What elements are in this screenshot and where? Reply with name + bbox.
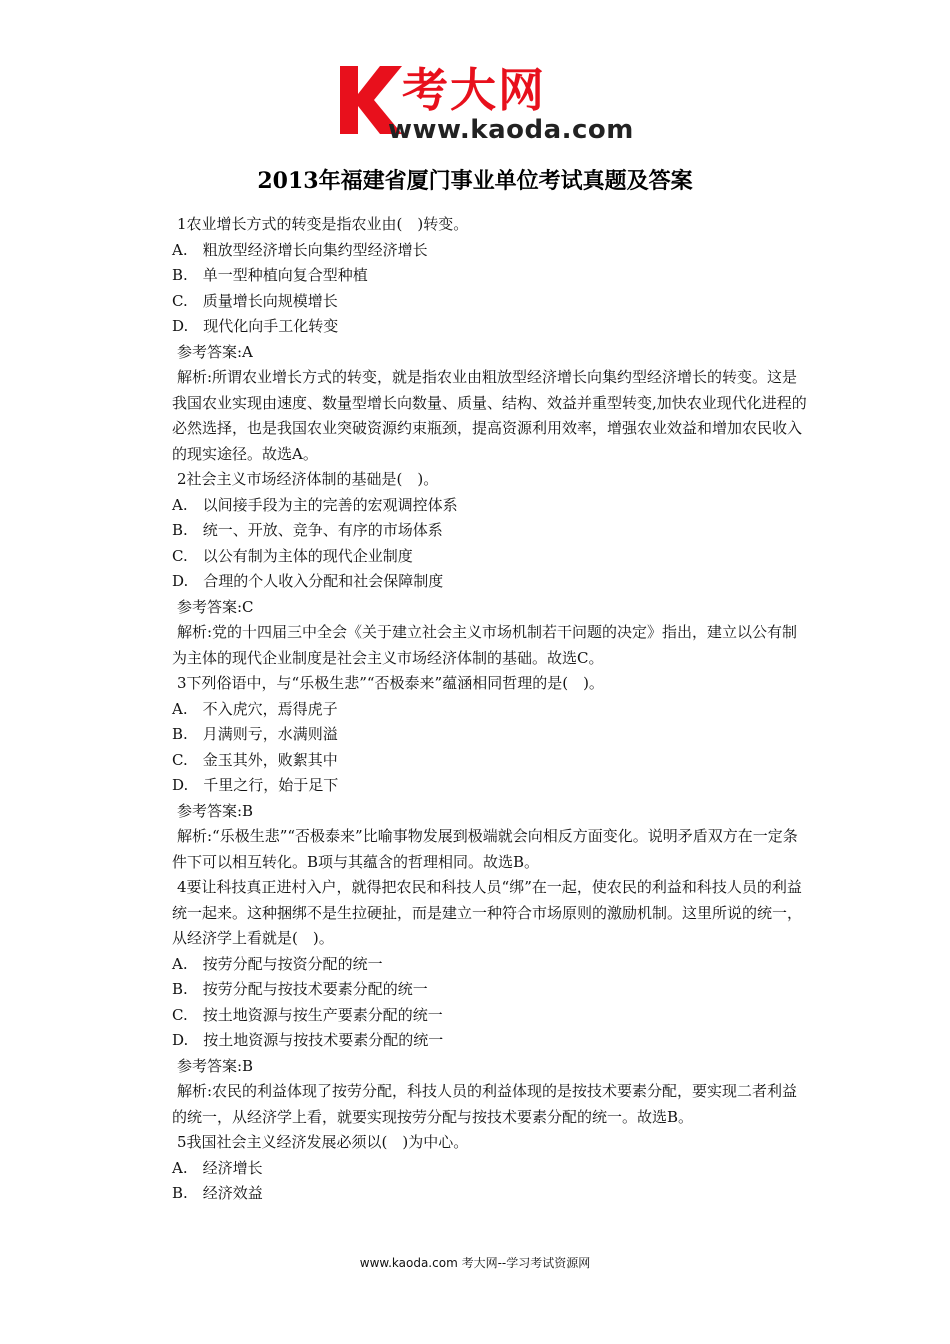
question-option: B. 按劳分配与按技术要素分配的统一 [172, 980, 428, 998]
question-option: D. 合理的个人收入分配和社会保障制度 [172, 572, 444, 590]
question-option: B. 单一型种植向复合型种植 [172, 266, 368, 284]
question-option: D. 千里之行，始于足下 [172, 776, 339, 794]
question-stem: 1农业增长方式的转变是指农业由( )转变。 [177, 215, 469, 233]
reference-answer: 参考答案:B [177, 1056, 254, 1075]
answer-explanation: 解析:农民的利益体现了按劳分配，科技人员的利益体现的是按技术要素分配，要实现二者利益的统一，从经济学上看，就要实现按劳分配与按技术要素分配的统一。故选B。 [172, 1082, 798, 1126]
question-option: B. 统一、开放、竞争、有序的市场体系 [172, 521, 443, 539]
question-option: C. 金玉其外，败絮其中 [172, 750, 338, 769]
question-option: A. 不入虎穴，焉得虎子 [172, 699, 338, 718]
logo-brand-name: 考大网 [402, 63, 546, 117]
logo-url: www.kaoda.com [388, 115, 634, 145]
document-body [172, 212, 812, 1207]
reference-answer: 参考答案:C [177, 597, 254, 616]
page-footer: www.kaoda.com 考大网--学习考试资源网 [359, 1256, 591, 1270]
question-option: A. 粗放型经济增长向集约型经济增长 [172, 240, 428, 259]
kaoda-logo [336, 62, 656, 144]
question-stem: 3下列俗语中，与“乐极生悲”“否极泰来”蕴涵相同哲理的是( )。 [177, 674, 604, 692]
answer-explanation: 解析:党的十四届三中全会《关于建立社会主义市场机制若干问题的决定》指出，建立以公有制为主体的现代企业制度是社会主义市场经济体制的基础。故选C。 [172, 623, 798, 667]
reference-answer: 参考答案:A [177, 342, 253, 361]
question-option: C. 按土地资源与按生产要素分配的统一 [172, 1005, 443, 1024]
question-option: A. 按劳分配与按资分配的统一 [172, 954, 383, 973]
question-option: D. 现代化向手工化转变 [172, 317, 339, 335]
question-stem: 4要让科技真正进村入户，就得把农民和科技人员“绑”在一起，使农民的利益和科技人员的利益统一起来。这种捆绑不是生拉硬扯，而是建立一种符合市场原则的激励机制。这里所说的统一，从经济学上看就是( )。 [172, 878, 803, 947]
page-title: 2013年福建省厦门事业单位考试真题及答案 [257, 168, 693, 194]
question-option: C. 质量增长向规模增长 [172, 291, 338, 310]
answer-explanation: 解析:所谓农业增长方式的转变，就是指农业由粗放型经济增长向集约型经济增长的转变。这是我国农业实现由速度、数量型增长向数量、质量、结构、效益并重型转变,加快农业现代化进程的必然选择，也是我国农业突破资源约束瓶颈，提高资源利用效率，增强农业效益和增加农民收入的现实途径。故选A。 [172, 368, 807, 463]
question-option: A. 以间接手段为主的完善的宏观调控体系 [172, 495, 458, 514]
question-option: A. 经济增长 [172, 1158, 263, 1177]
question-stem: 5我国社会主义经济发展必须以( )为中心。 [177, 1133, 469, 1151]
question-option: B. 经济效益 [172, 1184, 263, 1202]
question-option: B. 月满则亏，水满则溢 [172, 725, 338, 743]
question-stem: 2社会主义市场经济体制的基础是( )。 [177, 470, 439, 488]
question-option: C. 以公有制为主体的现代企业制度 [172, 546, 413, 565]
question-option: D. 按土地资源与按技术要素分配的统一 [172, 1031, 444, 1049]
reference-answer: 参考答案:B [177, 801, 254, 820]
answer-explanation: 解析:“乐极生悲”“否极泰来”比喻事物发展到极端就会向相反方面变化。说明矛盾双方在一定条件下可以相互转化。B项与其蕴含的哲理相同。故选B。 [172, 827, 798, 871]
